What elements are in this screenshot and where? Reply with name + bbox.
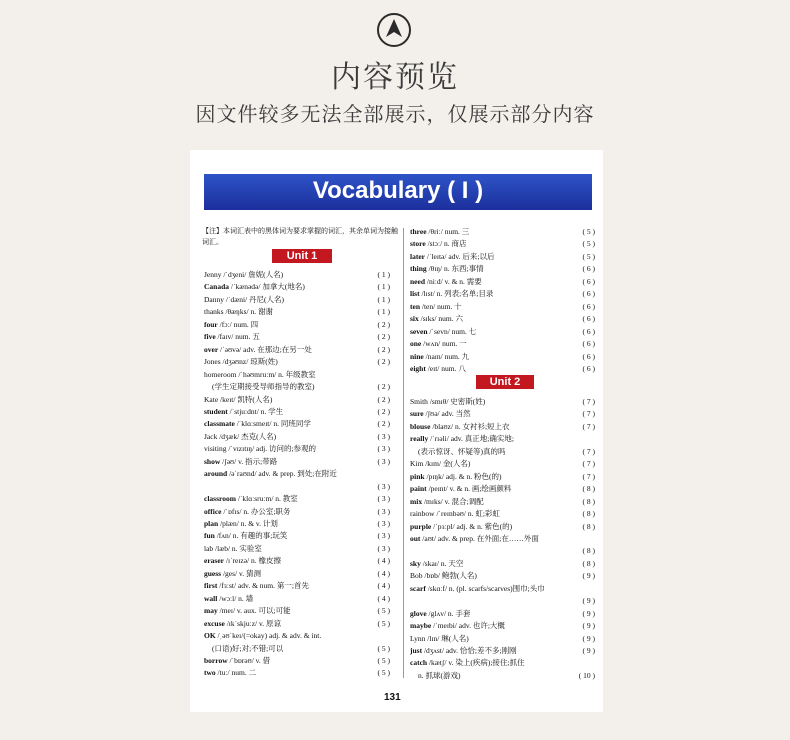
vocab-definition: /tuː/ num. 二 bbox=[215, 668, 257, 678]
vocab-entry bbox=[410, 251, 495, 263]
vocab-entry bbox=[410, 396, 485, 408]
vocab-definition: /dʒʌst/ adv. 恰恰;差不多;刚刚 bbox=[422, 646, 517, 655]
vocab-word: rainbow bbox=[410, 509, 435, 519]
vocab-unit-ref: ( 2 ) bbox=[377, 332, 390, 342]
vocab-definition: /plæn/ n. & v. 计划 bbox=[218, 519, 278, 528]
vocab-definition: /ten/ num. 十 bbox=[420, 301, 462, 311]
vocab-word: glove bbox=[410, 608, 427, 618]
vocab-word: around bbox=[204, 469, 228, 479]
vocab-unit-ref: ( 4 ) bbox=[377, 568, 390, 578]
vocab-entry bbox=[410, 351, 469, 363]
vocab-entry bbox=[410, 496, 484, 508]
vocab-word: just bbox=[410, 646, 423, 655]
vocab-unit-ref: ( 5 ) bbox=[377, 643, 390, 653]
vocab-definition: /pɪŋk/ adj. & n. 粉色(的) bbox=[424, 471, 502, 481]
vocab-word: Smith bbox=[410, 397, 428, 406]
vocab-definition: /θæŋks/ n. 谢谢 bbox=[223, 307, 273, 317]
vocab-entry bbox=[410, 608, 470, 620]
vocab-unit-ref: ( 2 ) bbox=[377, 344, 390, 354]
vocab-word: sure bbox=[410, 409, 424, 419]
vocab-unit-ref: ( 7 ) bbox=[582, 409, 595, 419]
vocab-definition: /ɪˈreɪzə/ n. 橡皮擦 bbox=[223, 556, 282, 566]
vocab-definition: (学生定期接受导师指导的教室) bbox=[212, 382, 315, 392]
vocab-definition: /ˈstjuːdnt/ n. 学生 bbox=[227, 406, 284, 416]
vocab-word: Jack bbox=[204, 431, 218, 441]
vocab-unit-ref: ( 6 ) bbox=[582, 301, 595, 311]
vocab-entry bbox=[410, 508, 500, 520]
vocab-word: thing bbox=[410, 264, 427, 274]
vocab-entry bbox=[204, 406, 283, 418]
vocab-unit-ref: ( 6 ) bbox=[582, 363, 595, 373]
vocab-entry bbox=[204, 555, 281, 567]
vocab-entry bbox=[204, 281, 305, 293]
vocab-word: store bbox=[410, 239, 426, 249]
vocab-unit-ref: ( 3 ) bbox=[377, 543, 390, 553]
vocab-unit-ref: ( 5 ) bbox=[377, 606, 390, 616]
vocab-definition: /fɜːst/ adv. & num. 第一;首先 bbox=[217, 581, 309, 591]
vocab-entry bbox=[418, 446, 506, 458]
vocab-definition: /sɪks/ num. 六 bbox=[418, 314, 463, 324]
vocab-definition: /ˈdæni/ 丹尼(人名) bbox=[224, 294, 284, 304]
vocab-definition: /əˈraʊnd/ adv. & prep. 到处;在附近 bbox=[227, 469, 337, 479]
vocab-word: paint bbox=[410, 484, 427, 494]
vocab-entry bbox=[204, 344, 312, 356]
vocab-definition: /smɪθ/ 史密斯(姓) bbox=[427, 397, 486, 406]
vocab-word: guess bbox=[204, 568, 222, 578]
vocab-word: list bbox=[410, 289, 420, 299]
vocab-word: Canada bbox=[204, 282, 230, 292]
vocab-unit-ref: ( 4 ) bbox=[377, 581, 390, 591]
vocab-unit-ref: ( 6 ) bbox=[582, 314, 595, 324]
vocab-unit-ref: ( 2 ) bbox=[377, 382, 390, 392]
vocab-definition: /ˈkænədə/ 加拿大(地名) bbox=[229, 282, 305, 292]
vocab-entry bbox=[204, 518, 278, 530]
vocab-unit-ref: ( 1 ) bbox=[377, 282, 390, 292]
vocab-entry bbox=[204, 618, 281, 630]
vocab-definition: /bɒb/ 鲍勃(人名) bbox=[422, 571, 477, 581]
vocab-unit-ref: ( 7 ) bbox=[582, 459, 595, 469]
vocab-entry bbox=[204, 294, 284, 306]
vocab-word: Bob bbox=[410, 571, 423, 581]
vocab-word: catch bbox=[410, 658, 428, 668]
vocab-word: student bbox=[204, 406, 228, 416]
vocab-entry bbox=[204, 593, 253, 605]
vocab-entry bbox=[204, 443, 316, 455]
vocab-unit-ref: ( 2 ) bbox=[377, 357, 390, 367]
vocab-definition: /ˈvɪzɪtɪŋ/ adj. 访问的;参观的 bbox=[226, 444, 317, 454]
vocab-unit-ref: ( 9 ) bbox=[582, 646, 595, 655]
vocab-word: lab bbox=[204, 543, 214, 553]
vocab-word: borrow bbox=[204, 655, 228, 665]
vocab-entry bbox=[204, 568, 261, 580]
vocab-unit-ref: ( 6 ) bbox=[582, 289, 595, 299]
vocab-unit-ref: ( 9 ) bbox=[582, 571, 595, 581]
vocab-word: six bbox=[410, 314, 419, 324]
vocab-unit-ref: ( 8 ) bbox=[582, 496, 595, 506]
vocab-word: classmate bbox=[204, 419, 235, 429]
vocab-definition: /naɪn/ num. 九 bbox=[423, 351, 470, 361]
vocab-unit-ref: ( 4 ) bbox=[377, 556, 390, 566]
vocab-definition: /keɪt/ 凯特(人名) bbox=[218, 394, 273, 404]
vocab-definition: /θɪŋ/ n. 东西;事情 bbox=[426, 264, 484, 274]
vocab-entry bbox=[410, 301, 462, 313]
vocab-entry bbox=[410, 521, 512, 533]
vocab-definition: /skaɪ/ n. 天空 bbox=[420, 558, 464, 568]
vocab-word: wall bbox=[204, 593, 218, 603]
vocab-unit-ref: ( 8 ) bbox=[582, 484, 595, 494]
vocab-entry bbox=[410, 263, 484, 275]
vocab-definition: /kɪm/ 金(人名) bbox=[423, 459, 471, 469]
vocab-word: Kim bbox=[410, 459, 424, 469]
vocab-word: Danny bbox=[204, 294, 224, 304]
vocab-unit-ref: ( 7 ) bbox=[582, 471, 595, 481]
vocab-unit-ref: ( 3 ) bbox=[377, 481, 390, 491]
vocab-entry bbox=[410, 533, 539, 545]
vocab-entry bbox=[204, 630, 321, 642]
vocab-word: eraser bbox=[204, 556, 224, 566]
vocab-word: OK bbox=[204, 631, 216, 641]
vocab-entry bbox=[410, 645, 517, 657]
vocab-entry bbox=[204, 319, 258, 331]
vocab-entry bbox=[204, 543, 262, 555]
vocab-definition: /ˌəʊˈkeɪ/(=okay) adj. & adv. & int. bbox=[215, 631, 322, 641]
vocab-word: plan bbox=[204, 519, 219, 528]
vocab-entry bbox=[410, 276, 482, 288]
vocab-definition: /ˈbɒrəʊ/ v. 借 bbox=[227, 655, 271, 665]
vocab-unit-ref: ( 4 ) bbox=[377, 593, 390, 603]
vocab-definition: /ʃʊə/ adv. 当然 bbox=[423, 409, 471, 419]
vocab-entry bbox=[410, 633, 469, 645]
vocab-word: first bbox=[204, 581, 218, 591]
vocab-entry bbox=[410, 408, 471, 420]
vocab-entry bbox=[410, 363, 466, 375]
vocab-unit-ref: ( 3 ) bbox=[377, 456, 390, 466]
vocab-unit-ref: ( 8 ) bbox=[582, 546, 595, 556]
vocab-unit-ref: ( 3 ) bbox=[377, 494, 390, 504]
vocab-definition: /ˈəʊvə/ adv. 在那边;在另一处 bbox=[218, 344, 312, 354]
vocab-unit-ref: ( 9 ) bbox=[582, 621, 595, 631]
vocab-definition: /faɪv/ num. 五 bbox=[215, 332, 260, 342]
vocab-definition: /lɪn/ 琳(人名) bbox=[425, 633, 469, 643]
vocab-unit-ref: ( 6 ) bbox=[582, 276, 595, 286]
banner-title: Vocabulary ( I ) bbox=[312, 177, 484, 204]
vocab-word: pink bbox=[410, 471, 425, 481]
vocab-definition: /ʃəʊ/ v. 指示;带路 bbox=[220, 456, 278, 466]
unit-1-label: Unit 1 bbox=[272, 249, 332, 263]
vocab-unit-ref: ( 7 ) bbox=[582, 397, 595, 406]
vocabulary-banner bbox=[204, 174, 592, 210]
vocab-definition: /dʒæk/ 杰克(人名) bbox=[217, 431, 277, 441]
vocab-unit-ref: ( 6 ) bbox=[582, 326, 595, 336]
compass-logo-icon bbox=[376, 12, 412, 48]
vocab-word: homeroom bbox=[204, 369, 237, 379]
vocab-entry bbox=[410, 458, 470, 470]
vocab-unit-ref: ( 2 ) bbox=[377, 419, 390, 429]
vocab-word: purple bbox=[410, 521, 432, 531]
vocab-entry bbox=[204, 394, 272, 406]
vocab-definition: /ˈrɪəli/ adv. 真正地;确实地; bbox=[428, 434, 514, 444]
vocab-entry bbox=[212, 643, 283, 655]
vocab-entry bbox=[418, 670, 461, 682]
vocab-definition: /ˈhəʊmruːm/ n. 年级教室 bbox=[236, 369, 316, 379]
vocab-entry bbox=[410, 558, 463, 570]
vocab-entry bbox=[410, 313, 463, 325]
vocab-entry bbox=[410, 433, 514, 445]
vocab-entry bbox=[204, 456, 277, 468]
vocab-unit-ref: ( 5 ) bbox=[377, 668, 390, 678]
page-number: 131 bbox=[384, 692, 401, 703]
vocab-unit-ref: ( 5 ) bbox=[582, 251, 595, 261]
vocab-definition: /ˈmeɪbi/ adv. 也许;大概 bbox=[431, 621, 505, 631]
vocab-unit-ref: ( 9 ) bbox=[582, 596, 595, 606]
vocab-word: eight bbox=[410, 363, 426, 373]
vocab-word: visiting bbox=[204, 444, 227, 454]
vocab-definition: (表示惊讶、怀疑等)真的吗 bbox=[418, 446, 506, 456]
vocab-entry bbox=[204, 356, 278, 368]
vocab-word: show bbox=[204, 456, 221, 466]
vocab-entry bbox=[204, 667, 256, 679]
vocab-unit-ref: ( 6 ) bbox=[582, 351, 595, 361]
vocab-definition: /ˈpɜːpl/ adj. & n. 紫色(的) bbox=[431, 521, 513, 531]
vocab-unit-ref: ( 6 ) bbox=[582, 264, 595, 274]
vocab-definition: /ˈklɑːsruːm/ n. 教室 bbox=[235, 494, 298, 504]
vocab-definition: /ˈreɪnbəʊ/ n. 虹;彩虹 bbox=[434, 509, 500, 519]
vocab-word: excuse bbox=[204, 618, 225, 628]
vocab-entry bbox=[204, 468, 337, 480]
vocab-unit-ref: ( 5 ) bbox=[582, 239, 595, 249]
vocab-entry bbox=[212, 381, 315, 393]
vocab-word: later bbox=[410, 251, 425, 261]
vocab-unit-ref: ( 5 ) bbox=[377, 618, 390, 628]
vocab-entry bbox=[410, 657, 525, 669]
vocab-definition: /fʌn/ n. 有趣的事;玩笑 bbox=[214, 531, 288, 541]
vocab-word: Kate bbox=[204, 394, 219, 404]
vocab-definition: /stɔː/ n. 商店 bbox=[425, 239, 467, 249]
vocab-definition: /peɪnt/ v. & n. 画;绘画颜料 bbox=[426, 484, 512, 494]
vocab-unit-ref: ( 8 ) bbox=[582, 509, 595, 519]
unit-2-label: Unit 2 bbox=[476, 375, 534, 389]
vocab-definition: /ˈsevn/ num. 七 bbox=[427, 326, 477, 336]
vocab-entry bbox=[204, 431, 276, 443]
vocab-definition: /lɪst/ n. 列表;名单;目录 bbox=[419, 289, 494, 299]
vocab-word: three bbox=[410, 227, 427, 236]
vocab-definition: /ˈleɪtə/ adv. 后来;以后 bbox=[425, 251, 495, 261]
vocab-definition: /ˈdʒeni/ 詹妮(人名) bbox=[221, 270, 284, 279]
vocab-word: ten bbox=[410, 301, 420, 311]
vocab-unit-ref: ( 3 ) bbox=[377, 531, 390, 541]
vocab-entry bbox=[410, 570, 477, 582]
vocab-unit-ref: ( 1 ) bbox=[377, 307, 390, 317]
vocab-unit-ref: ( 5 ) bbox=[377, 655, 390, 665]
vocab-definition: /wʌn/ num. 一 bbox=[421, 339, 467, 349]
vocab-entry bbox=[410, 288, 493, 300]
vocab-definition: /wɔːl/ n. 墙 bbox=[217, 593, 254, 603]
vocab-unit-ref: ( 2 ) bbox=[377, 406, 390, 416]
vocab-entry bbox=[204, 530, 287, 542]
vocab-word: thanks bbox=[204, 307, 224, 317]
vocab-definition: /mɪks/ v. 混合;调配 bbox=[422, 496, 484, 506]
vocab-entry bbox=[410, 421, 510, 433]
vocab-definition: /dʒəʊnz/ 琼斯(姓) bbox=[220, 357, 278, 367]
vocab-entry bbox=[204, 369, 316, 381]
vocab-entry bbox=[204, 331, 260, 343]
vocab-unit-ref: ( 7 ) bbox=[582, 446, 595, 456]
vocab-word: Jenny bbox=[204, 270, 222, 279]
vocab-word: sky bbox=[410, 558, 421, 568]
vocab-word: Jones bbox=[204, 357, 221, 367]
vocab-definition: /læb/ n. 实验室 bbox=[213, 543, 262, 553]
vocab-definition: /fɔː/ num. 四 bbox=[217, 319, 259, 329]
vocab-unit-ref: ( 3 ) bbox=[377, 444, 390, 454]
vocab-definition: /θriː/ num. 三 bbox=[426, 227, 470, 236]
vocab-unit-ref: ( 6 ) bbox=[582, 339, 595, 349]
vocab-unit-ref: ( 9 ) bbox=[582, 608, 595, 618]
vocab-unit-ref: ( 7 ) bbox=[582, 421, 595, 431]
vocab-word: really bbox=[410, 434, 429, 444]
vocab-entry bbox=[410, 620, 505, 632]
vocab-unit-ref: ( 2 ) bbox=[377, 319, 390, 329]
vocab-entry bbox=[410, 583, 545, 595]
vocab-word: five bbox=[204, 332, 216, 342]
vocab-entry bbox=[410, 238, 467, 250]
vocab-entry bbox=[410, 326, 476, 338]
vocab-word: office bbox=[204, 506, 222, 516]
vocab-definition: /ˈklɑːsmeɪt/ n. 同班同学 bbox=[234, 419, 311, 429]
vocab-word: over bbox=[204, 344, 219, 354]
vocab-word: mix bbox=[410, 496, 423, 506]
vocab-definition: (口语)好;对;不错;可以 bbox=[212, 643, 284, 653]
vocab-entry bbox=[204, 605, 291, 617]
vocab-entry bbox=[204, 306, 273, 318]
vocab-unit-ref: ( 2 ) bbox=[377, 394, 390, 404]
vocab-unit-ref: ( 3 ) bbox=[377, 506, 390, 516]
vocab-entry bbox=[410, 226, 469, 238]
vocab-definition: /ges/ v. 猜测 bbox=[221, 568, 262, 578]
column-divider bbox=[403, 228, 404, 678]
vocab-word: two bbox=[204, 668, 216, 678]
vocab-definition: n. 抓球(游戏) bbox=[418, 670, 461, 680]
vocab-word: scarf bbox=[410, 583, 426, 593]
vocab-entry bbox=[204, 493, 298, 505]
vocab-word: one bbox=[410, 339, 422, 349]
vocab-entry bbox=[204, 506, 290, 518]
vocab-unit-ref: ( 9 ) bbox=[582, 633, 595, 643]
vocab-word: seven bbox=[410, 326, 428, 336]
vocab-unit-ref: ( 5 ) bbox=[582, 227, 595, 236]
vocab-definition: /niːd/ v. & n. 需要 bbox=[425, 276, 482, 286]
vocab-unit-ref: ( 1 ) bbox=[377, 270, 390, 279]
section-subtitle: 因文件较多无法全部展示，仅展示部分内容 bbox=[195, 102, 595, 126]
vocab-definition: /meɪ/ v. aux. 可以;可能 bbox=[217, 606, 291, 616]
section-title: 内容预览 bbox=[331, 60, 459, 95]
vocab-definition: /kætʃ/ v. 染上(疾病);接住;抓住 bbox=[427, 658, 525, 668]
vocab-word: fun bbox=[204, 531, 215, 541]
vocab-entry bbox=[410, 483, 511, 495]
vocab-entry bbox=[204, 269, 283, 281]
vocab-entry bbox=[410, 338, 467, 350]
vocab-entry bbox=[204, 418, 311, 430]
vocab-entry bbox=[204, 655, 270, 667]
vocab-definition: /ɪkˈskjuːz/ v. 原谅 bbox=[224, 618, 282, 628]
vocab-entry bbox=[204, 580, 309, 592]
vocab-unit-ref: ( 8 ) bbox=[582, 558, 595, 568]
vocab-word: may bbox=[204, 606, 218, 616]
vocab-definition: /aʊt/ adv. & prep. 在外面;在……外面 bbox=[420, 533, 539, 543]
vocab-unit-ref: ( 8 ) bbox=[582, 521, 595, 531]
vocab-note: 【注】本词汇表中的黑体词为要求掌握的词汇，其余单词为接触词汇。 bbox=[202, 227, 398, 246]
vocab-definition: /eɪt/ num. 八 bbox=[425, 363, 466, 373]
vocab-word: blouse bbox=[410, 421, 431, 431]
vocab-word: out bbox=[410, 533, 421, 543]
vocab-entry bbox=[410, 471, 501, 483]
vocab-unit-ref: ( 10 ) bbox=[578, 670, 595, 680]
vocab-definition: /skɑːf/ n. (pl. scarfs/scarves)围巾;头巾 bbox=[425, 583, 545, 593]
vocab-word: need bbox=[410, 276, 425, 286]
vocab-unit-ref: ( 1 ) bbox=[377, 294, 390, 304]
vocab-word: nine bbox=[410, 351, 424, 361]
vocab-word: Lynn bbox=[410, 633, 426, 643]
vocab-word: classroom bbox=[204, 494, 236, 504]
vocab-word: maybe bbox=[410, 621, 432, 631]
vocab-definition: /ˈɒfɪs/ n. 办公室;职务 bbox=[221, 506, 291, 516]
vocab-word: four bbox=[204, 319, 218, 329]
vocab-definition: /blaʊz/ n. 女衬衫;短上衣 bbox=[430, 421, 510, 431]
vocab-unit-ref: ( 3 ) bbox=[377, 431, 390, 441]
vocab-unit-ref: ( 3 ) bbox=[377, 519, 390, 528]
vocab-definition: /glʌv/ n. 手套 bbox=[426, 608, 471, 618]
